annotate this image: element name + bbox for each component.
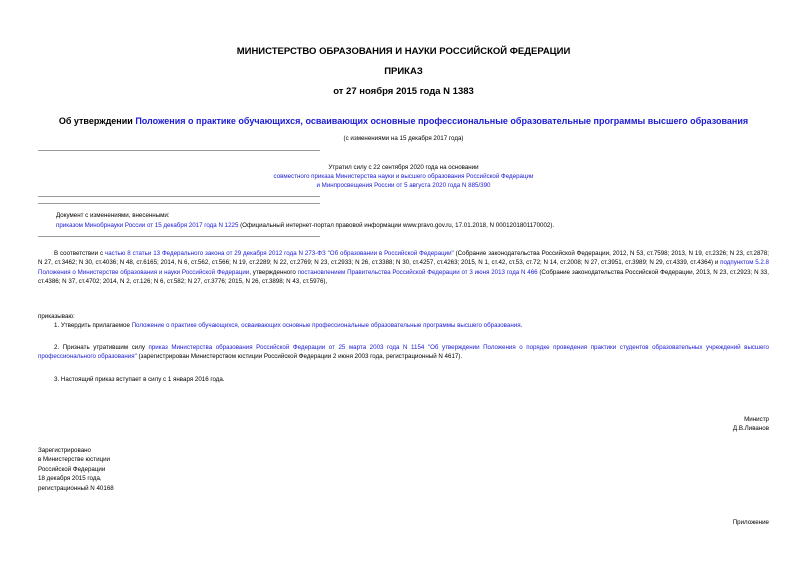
item-2 xyxy=(38,343,769,362)
registration-line: регистрационный N 40168 xyxy=(38,484,114,492)
item-3: 3. Настоящий приказ вступает в силу с 1 января 2016 года. xyxy=(54,376,225,383)
registration-line: в Министерстве юстиции xyxy=(38,456,111,464)
registration-line: 18 декабря 2015 года, xyxy=(38,475,102,483)
p1-c: , утвержденного xyxy=(249,268,298,276)
p1-link-law[interactable]: частью 8 статьи 13 Федерального закона от 29 декабря 2012 года N 273-ФЗ "Об образовании в Российской Федерации" xyxy=(104,250,454,257)
item2-b: (зарегистрирован Министерством юстиции Российской Федерации 2 июня 2003 года, регистрационный N 4617). xyxy=(136,353,463,361)
p1-b: (Собрание законодательства Российской Федерации, 2012, N 53, ст.7598; 2013, N 19, ст.2326; N 23, ст.2878; N 27, ст.3462; N 30, ст.4036; N 48, ст.6165; 2014, N 6, ст.562, ст.566; N 19, ст.2289; N 22, ст.2769; N 23, ст.2933; N 26, ст.3388; N 30, ст.4257, ст.4263; 2015, N 1, ст.42, ст.53, ст.72; N 14, ст.2008; N 27, ст.3951, ст.3989; N 29, ст.4339, ст.4364) и xyxy=(38,250,769,267)
lost-force-link-1[interactable]: совместного приказа Министерства науки и высшего образования Российской Федерации xyxy=(273,173,534,180)
registration-line: Зарегистрировано xyxy=(38,447,91,454)
item2-link[interactable]: приказ Министерства образования Российской Федерации от 25 марта 2003 года N 1154 "Об утверждении Положения о порядке проведения практики студентов образовательных учреждений высшего профессионального образования" xyxy=(38,344,769,361)
p1-a: В соответствии с xyxy=(54,250,105,257)
doc-type-heading: ПРИКАЗ xyxy=(384,66,423,77)
registration-block xyxy=(38,446,114,493)
preamble-paragraph xyxy=(38,249,769,287)
p1-link-subpoint[interactable]: подпунктом 5.2.8 Положения о Министерстве образования и науки Российской Федерации xyxy=(38,259,769,276)
ministry-heading: МИНИСТЕРСТВО ОБРАЗОВАНИЯ И НАУКИ РОССИЙСКОЙ ФЕДЕРАЦИИ xyxy=(236,46,571,57)
changes-link[interactable]: приказом Минобрнауки России от 15 декабря 2017 года N 1225 xyxy=(56,222,239,229)
item1-a: 1. Утвердить прилагаемое xyxy=(54,322,132,329)
changes-label: Документ с изменениями, внесенными: xyxy=(56,212,170,219)
divider xyxy=(38,150,320,151)
document-title xyxy=(0,116,807,126)
lost-force-link-2[interactable]: и Минпросвещения России от 5 августа 2020 года N 885/390 xyxy=(316,182,491,189)
divider xyxy=(38,236,320,237)
amendments-note: (с изменениями на 15 декабря 2017 года) xyxy=(343,135,464,142)
registration-line: Российской Федерации xyxy=(38,465,106,473)
p1-d: (Собрание законодательства Российской Федерации, 2013, N 23, ст.2923; N 33, ст.4386; N 37, ст.4702; 2014, N 2, ст.126; N 6, ст.582; N 27, ст.3776; 2015, N 26, ст.3898; N 43, ст.5976), xyxy=(38,268,769,286)
title-prefix: Об утверждении xyxy=(58,116,136,126)
divider xyxy=(38,196,320,197)
title-link[interactable]: Положения о практике обучающихся, осваивающих основные профессиональные образовательные программы высшего образования xyxy=(135,116,749,126)
signer-name: Д.В.Ливанов xyxy=(732,425,769,432)
signer-position: Министр xyxy=(744,416,769,423)
item1-link[interactable]: Положение о практике обучающихся, осваивающих основные профессиональные образовательные программы высшего образования xyxy=(131,322,521,329)
item1-b: . xyxy=(520,322,523,329)
order-word: приказываю: xyxy=(38,313,75,320)
item-1 xyxy=(54,321,769,330)
changes-line xyxy=(56,221,786,230)
p1-link-resolution[interactable]: постановлением Правительства Российской Федерации от 3 июня 2013 года N 466 xyxy=(297,268,538,276)
appendix-label: Приложение xyxy=(732,519,769,526)
item2-a: 2. Признать утратившим силу xyxy=(54,344,149,351)
changes-rest: (Официальный интернет-портал правовой информации www.pravo.gov.ru, 17.01.2018, N 0001201801170002). xyxy=(238,222,555,229)
date-number-heading: от 27 ноября 2015 года N 1383 xyxy=(333,86,474,97)
divider xyxy=(38,203,320,204)
lost-force-note: Утратил силу с 22 сентября 2020 года на основании xyxy=(328,164,479,171)
